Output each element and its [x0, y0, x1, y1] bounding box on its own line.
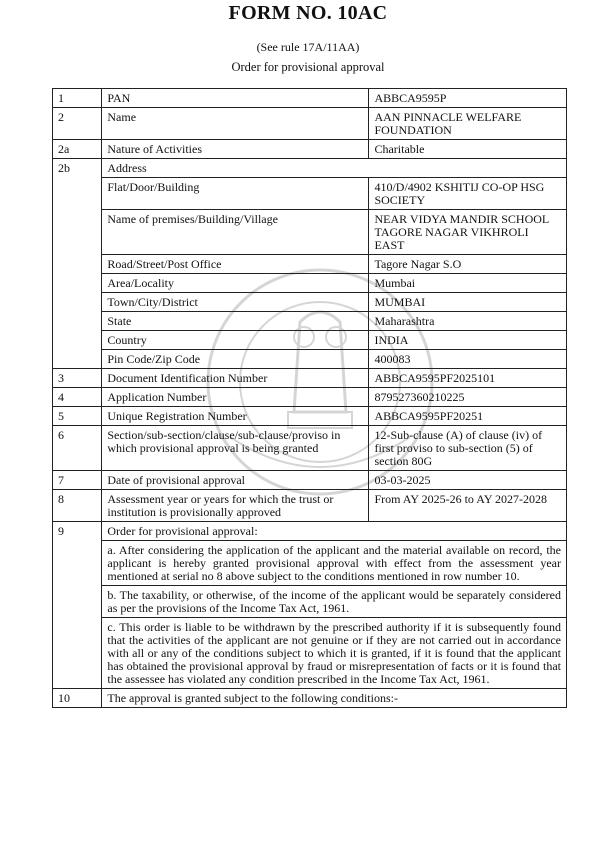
table-row [53, 274, 567, 293]
row-number: 10 [53, 689, 102, 708]
row-number: 2a [53, 140, 102, 159]
table-row [53, 407, 567, 426]
address-value: Mumbai [369, 274, 567, 293]
field-label: Name [102, 108, 369, 140]
table-row [53, 490, 567, 522]
address-label: Name of premises/Building/Village [102, 210, 369, 255]
order-paragraph-c: c. This order is liable to be withdrawn by the prescribed authority if it is subsequently found that the activities of the applicant are not genuine or if they are not carried out in accordance with all or any of the conditions subject to which it is granted, if it is found that the applicant has obtained the provisional approval by fraud or misrepresentation of facts or it is found that the assessee has violated any condition prescribed in the Income Tax Act, 1961. [102, 618, 567, 689]
address-value: 400083 [369, 350, 567, 369]
field-label: Application Number [102, 388, 369, 407]
address-label: Town/City/District [102, 293, 369, 312]
form-subtitle: Order for provisional approval [231, 60, 385, 74]
field-label: PAN [102, 89, 369, 108]
row-number: 2b [53, 159, 102, 369]
row-number: 2 [53, 108, 102, 140]
field-label: Unique Registration Number [102, 407, 369, 426]
table-row [53, 210, 567, 255]
field-label: Date of provisional approval [102, 471, 369, 490]
table-row [53, 522, 567, 541]
table-row [53, 369, 567, 388]
table-row [53, 331, 567, 350]
field-value: 12-Sub-clause (A) of clause (iv) of first proviso to sub-section (5) of section 80G [369, 426, 567, 471]
field-value: AAN PINNACLE WELFARE FOUNDATION [369, 108, 567, 140]
table-row [53, 312, 567, 331]
table-row [53, 159, 567, 178]
table-row [53, 426, 567, 471]
table-row [53, 293, 567, 312]
row-number: 7 [53, 471, 102, 490]
rule-reference: (See rule 17A/11AA) [256, 40, 360, 54]
table-row [53, 471, 567, 490]
field-value: Charitable [369, 140, 567, 159]
field-label: Order for provisional approval: [102, 522, 567, 541]
address-label: Country [102, 331, 369, 350]
table-row [53, 89, 567, 108]
address-value: MUMBAI [369, 293, 567, 312]
address-value: Tagore Nagar S.O [369, 255, 567, 274]
table-row [53, 618, 567, 689]
field-value: From AY 2025-26 to AY 2027-2028 [369, 490, 567, 522]
form-title: FORM NO. 10AC [228, 2, 388, 24]
table-row [53, 541, 567, 586]
row-number: 3 [53, 369, 102, 388]
address-value: NEAR VIDYA MANDIR SCHOOL TAGORE NAGAR VIKHROLI EAST [369, 210, 567, 255]
field-value: 879527360210225 [369, 388, 567, 407]
row-number: 6 [53, 426, 102, 471]
field-label: Nature of Activities [102, 140, 369, 159]
address-label: State [102, 312, 369, 331]
field-label: The approval is granted subject to the following conditions:- [102, 689, 567, 708]
table-row [53, 388, 567, 407]
order-paragraph-a: a. After considering the application of the applicant and the material available on record, the applicant is hereby granted provisional approval with effect from the assessment year mentioned at serial no 8 above subject to the conditions mentioned in row number 10. [102, 541, 567, 586]
approval-form-table [52, 88, 567, 708]
field-value: ABBCA9595PF2025101 [369, 369, 567, 388]
address-label: Pin Code/Zip Code [102, 350, 369, 369]
field-value: ABBCA9595P [369, 89, 567, 108]
address-value: Maharashtra [369, 312, 567, 331]
field-value: ABBCA9595PF20251 [369, 407, 567, 426]
table-row [53, 255, 567, 274]
address-value: INDIA [369, 331, 567, 350]
row-number: 1 [53, 89, 102, 108]
field-label: Assessment year or years for which the trust or institution is provisionally approved [102, 490, 369, 522]
row-number: 8 [53, 490, 102, 522]
field-value: 03-03-2025 [369, 471, 567, 490]
table-row [53, 350, 567, 369]
address-value: 410/D/4902 KSHITIJ CO-OP HSG SOCIETY [369, 178, 567, 210]
order-paragraph-b: b. The taxability, or otherwise, of the income of the applicant would be separately considered as per the provisions of the Income Tax Act, 1961. [102, 586, 567, 618]
row-number: 4 [53, 388, 102, 407]
address-label: Area/Locality [102, 274, 369, 293]
row-number: 5 [53, 407, 102, 426]
table-row [53, 178, 567, 210]
table-row [53, 140, 567, 159]
field-label: Document Identification Number [102, 369, 369, 388]
address-label: Flat/Door/Building [102, 178, 369, 210]
field-label: Section/sub-section/clause/sub-clause/proviso in which provisional approval is being granted [102, 426, 369, 471]
table-row [53, 689, 567, 708]
field-label: Address [102, 159, 567, 178]
row-number: 9 [53, 522, 102, 689]
table-row [53, 586, 567, 618]
address-label: Road/Street/Post Office [102, 255, 369, 274]
table-row [53, 108, 567, 140]
